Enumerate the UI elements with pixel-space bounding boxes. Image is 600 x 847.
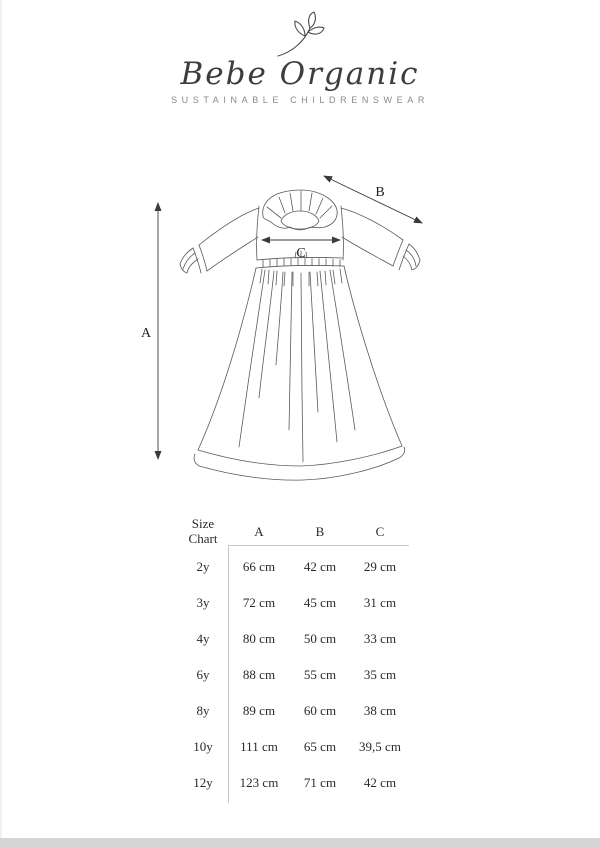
b-cell: 50 cm	[303, 631, 337, 646]
size-cell: 2y	[196, 559, 210, 574]
b-cell: 71 cm	[303, 775, 337, 790]
table-row	[178, 585, 410, 621]
table-row	[178, 729, 410, 765]
a-cell: 72 cm	[242, 595, 276, 610]
a-cell: 89 cm	[242, 703, 276, 718]
size-chart-title-line1: Size	[191, 516, 215, 531]
column-header-b: B	[315, 523, 325, 539]
size-cell: 6y	[196, 667, 210, 682]
size-cell: 8y	[196, 703, 210, 718]
size-chart-title-line2: Chart	[188, 530, 218, 546]
c-cell: 29 cm	[363, 559, 397, 574]
chest-label: C	[296, 246, 306, 261]
size-cell: 10y	[193, 739, 213, 754]
page-left-edge	[0, 0, 2, 847]
sleeve-arrow	[324, 176, 422, 223]
c-cell: 35 cm	[363, 667, 397, 682]
column-header-a: A	[254, 523, 264, 539]
b-cell: 42 cm	[303, 559, 337, 574]
table-row	[178, 657, 410, 693]
table-row	[178, 693, 410, 729]
length-label: A	[140, 326, 152, 341]
b-cell: 65 cm	[303, 739, 337, 754]
a-cell: 111 cm	[240, 739, 278, 754]
table-rule-horizontal	[228, 545, 409, 546]
brand-name: Bebe Organic	[180, 56, 420, 92]
c-cell: 33 cm	[363, 631, 397, 646]
a-cell: 80 cm	[242, 631, 276, 646]
page-bottom-edge	[0, 838, 600, 847]
c-cell: 42 cm	[363, 775, 397, 790]
size-rows	[178, 549, 410, 801]
b-cell: 45 cm	[303, 595, 337, 610]
a-cell: 123 cm	[239, 775, 279, 790]
dress-diagram	[130, 160, 470, 510]
a-cell: 66 cm	[242, 559, 276, 574]
b-cell: 60 cm	[303, 703, 337, 718]
size-cell: 4y	[196, 631, 210, 646]
b-cell: 55 cm	[303, 667, 337, 682]
size-chart-title	[178, 517, 228, 546]
c-cell: 38 cm	[363, 703, 397, 718]
table-row	[178, 549, 410, 585]
table-row	[178, 621, 410, 657]
size-cell: 12y	[193, 775, 213, 790]
table-row	[178, 765, 410, 801]
column-header-c: C	[375, 523, 385, 539]
sleeve-label: B	[375, 185, 385, 200]
branch-icon	[272, 10, 332, 60]
c-cell: 39,5 cm	[359, 739, 401, 754]
c-cell: 31 cm	[363, 595, 397, 610]
size-chart-header	[178, 517, 410, 546]
measurement-arrows	[141, 176, 422, 459]
a-cell: 88 cm	[242, 667, 276, 682]
size-cell: 3y	[196, 595, 210, 610]
dress-drawing	[180, 190, 420, 480]
brand-tagline: SUSTAINABLE CHILDRENSWEAR	[171, 95, 429, 105]
